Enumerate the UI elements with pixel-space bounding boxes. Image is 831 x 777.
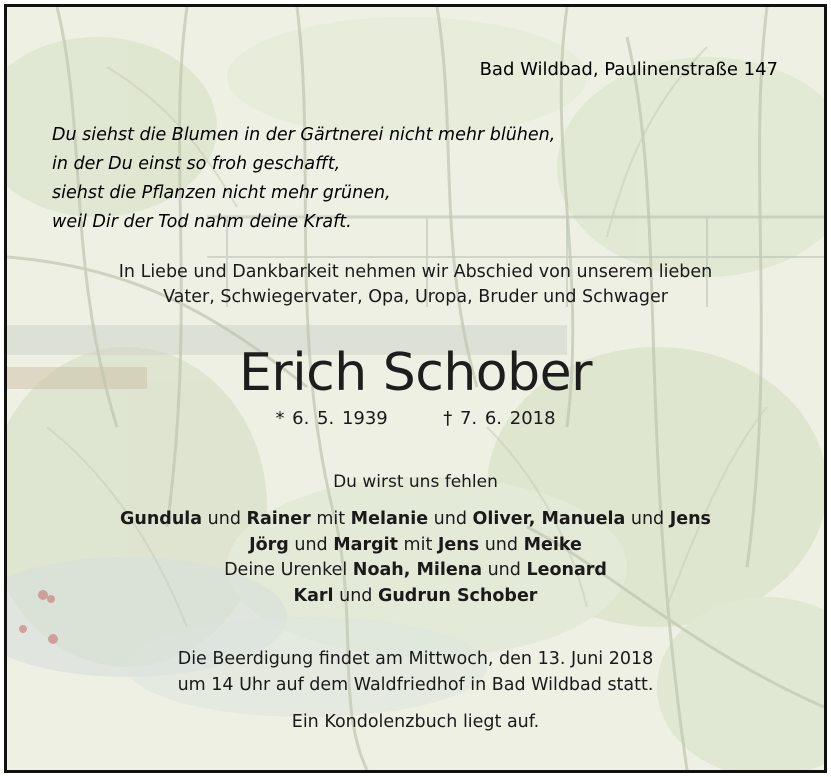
mourner-name: Meike (523, 534, 582, 555)
connector-text: und (428, 509, 473, 529)
intro-line: Vater, Schwiegervater, Opa, Uropa, Bruder und Schwager (163, 287, 668, 307)
mourners-line (7, 558, 824, 584)
connector-text: mit (310, 509, 351, 529)
funeral-line: Die Beerdigung findet am Mittwoch, den 13. Juni 2018 (177, 649, 654, 669)
mourner-name: Margit (333, 534, 398, 555)
poem-line: Du siehst die Blumen in der Gärtnerei nicht mehr blühen, (52, 125, 556, 145)
intro-line: In Liebe und Dankbarkeit nehmen wir Abschied von unserem lieben (118, 262, 713, 282)
deceased-name: Erich Schober (238, 343, 592, 403)
connector-text: und (333, 585, 378, 606)
connector-text: und (202, 509, 247, 529)
funeral-info (7, 646, 824, 698)
mourner-name: Rainer (246, 509, 311, 529)
poem-line: in der Du einst so froh geschafft, (52, 154, 341, 174)
mourner-name: Melanie (350, 509, 429, 529)
address-line: Bad Wildbad, Paulinenstraße 147 (479, 59, 778, 80)
condolence-note: Ein Kondolenzbuch liegt auf. (291, 712, 540, 732)
mourner-name: Oliver, Manuela (472, 509, 626, 529)
mourner-name: Gudrun Schober (377, 585, 538, 606)
birth-date: * 6. 5. 1939 (275, 408, 388, 429)
mourner-name: Jens (669, 509, 711, 529)
poem-line: weil Dir der Tod nahm deine Kraft. (52, 212, 352, 232)
obituary-notice (4, 4, 827, 773)
connector-text: und (482, 560, 527, 580)
mourners-list (7, 507, 824, 609)
mourners-line (7, 584, 824, 610)
mourner-name: Karl (293, 585, 334, 606)
mourner-name: Gundula (120, 509, 203, 529)
miss-line: Du wirst uns fehlen (333, 472, 498, 492)
connector-text: und (625, 509, 670, 529)
death-date: † 7. 6. 2018 (443, 408, 556, 429)
mourner-name: Leonard (526, 560, 607, 580)
connector-text: Deine Urenkel (224, 560, 353, 580)
mourners-line (7, 507, 824, 533)
life-dates (7, 408, 824, 429)
mourner-name: Noah, Milena (352, 560, 483, 580)
mourner-name: Jens (437, 534, 480, 555)
mourner-name: Jörg (249, 534, 289, 555)
funeral-line: um 14 Uhr auf dem Waldfriedhof in Bad Wildbad statt. (177, 675, 654, 695)
connector-text: und (288, 534, 334, 555)
mourners-line (7, 533, 824, 559)
connector-text: mit (397, 534, 438, 555)
connector-text: und (479, 534, 524, 555)
poem-block (52, 121, 555, 237)
intro-text (7, 260, 824, 310)
poem-line: siehst die Pflanzen nicht mehr grünen, (52, 183, 391, 203)
